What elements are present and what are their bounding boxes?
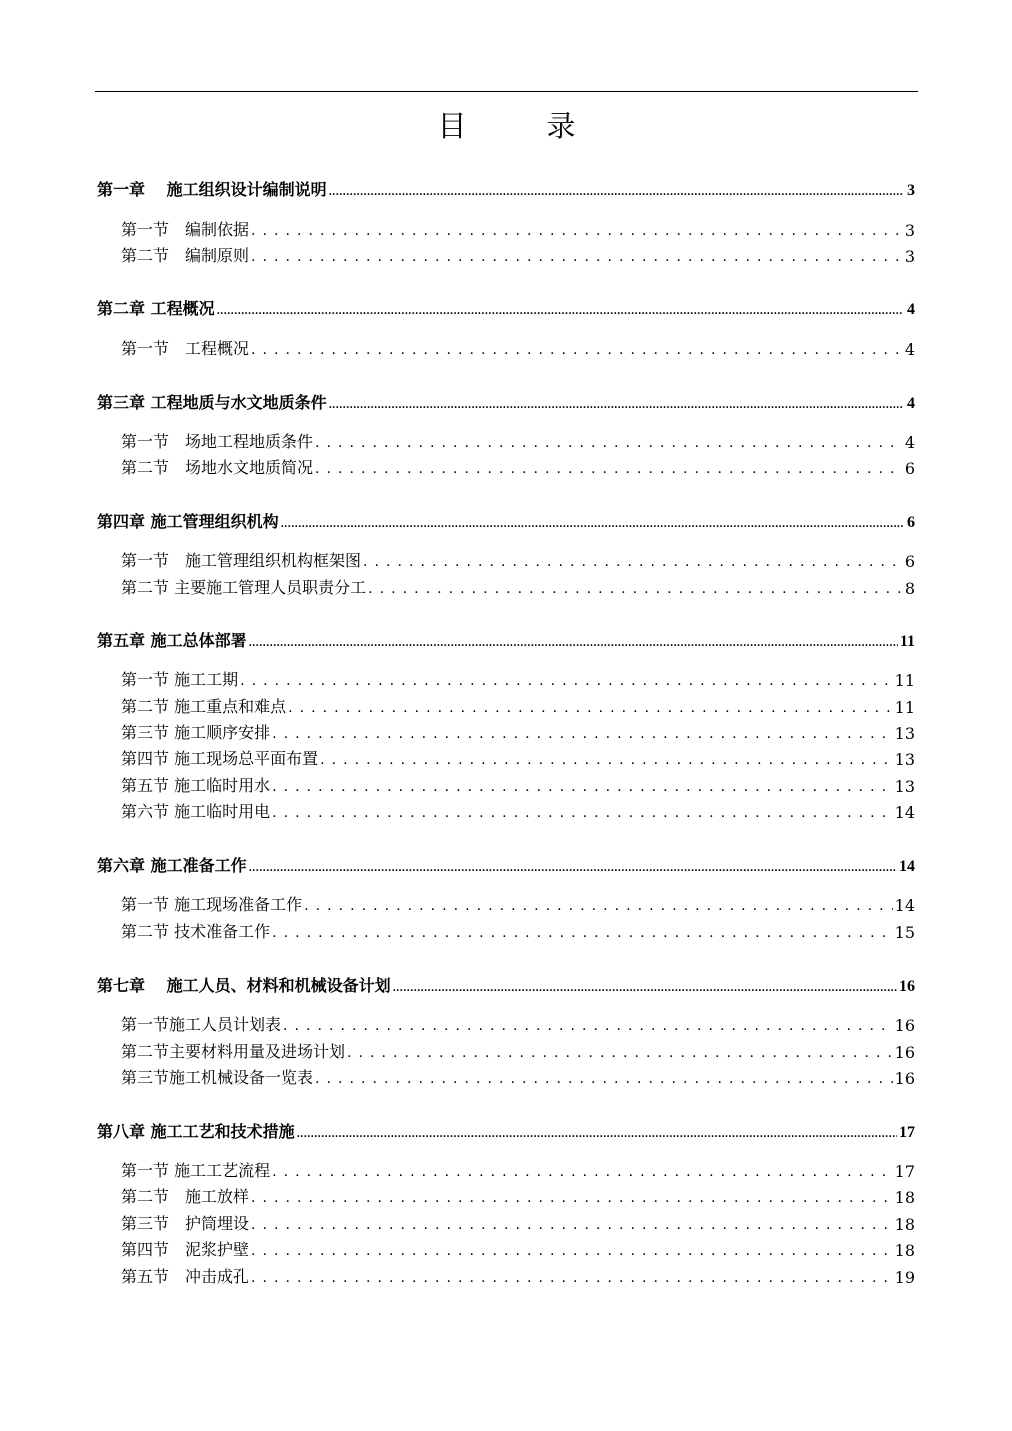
toc-entry-label: 第二节 技术准备工作 — [121, 922, 271, 941]
dot-leader — [368, 582, 903, 598]
toc-page-number: 13 — [894, 777, 915, 796]
toc-entry-label: 第七章 施工人员、材料和机械设备计划 — [97, 976, 391, 995]
toc-section-entry[interactable] — [121, 430, 915, 452]
dot-leader — [251, 1218, 893, 1234]
toc-page-number: 18 — [894, 1215, 915, 1234]
toc-page-number: 11 — [899, 633, 915, 650]
toc-entry-label: 第八章 施工工艺和技术措施 — [97, 1122, 295, 1141]
toc-entry-label: 第一节 场地工程地质条件 — [121, 432, 314, 451]
dot-leader — [217, 303, 903, 319]
toc-chapter-entry[interactable] — [97, 854, 915, 876]
toc-page-number: 15 — [894, 923, 915, 942]
toc-page-number: 16 — [894, 1043, 915, 1062]
toc-entry-label: 第二章 工程概况 — [97, 299, 215, 318]
toc-entry-label: 第一章 施工组织设计编制说明 — [97, 180, 327, 199]
toc-entry-label: 第五章 施工总体部署 — [97, 631, 247, 650]
toc-entry-label: 第五节 施工临时用水 — [121, 776, 271, 795]
toc-page-number: 14 — [894, 803, 915, 822]
toc-entry-label: 第三节 施工顺序安排 — [121, 723, 271, 742]
dot-leader — [272, 780, 893, 796]
toc-page-number: 16 — [894, 1016, 915, 1035]
toc-page-number: 4 — [904, 340, 915, 359]
toc-section-entry[interactable] — [121, 668, 915, 690]
dot-leader — [329, 397, 903, 413]
toc-section-entry[interactable] — [121, 721, 915, 743]
toc-page-number: 16 — [899, 978, 915, 995]
dot-leader — [315, 1072, 893, 1088]
toc-page-number: 6 — [904, 552, 915, 571]
dot-leader — [272, 1165, 893, 1181]
toc-section-entry[interactable] — [121, 1265, 915, 1287]
toc-page-number: 17 — [894, 1162, 915, 1181]
toc-section-entry[interactable] — [121, 1066, 915, 1088]
toc-page-number: 11 — [894, 698, 915, 717]
toc-section-entry[interactable] — [121, 893, 915, 915]
toc-page-number: 18 — [894, 1241, 915, 1260]
toc-page-number: 11 — [894, 671, 915, 690]
toc-section-entry[interactable] — [121, 1212, 915, 1234]
toc-entry-label: 第三节施工机械设备一览表 — [121, 1068, 314, 1087]
toc-page-number: 4 — [904, 433, 915, 452]
toc-section-entry[interactable] — [121, 920, 915, 942]
toc-entry-label: 第四章 施工管理组织机构 — [97, 512, 279, 531]
toc-chapter-entry[interactable] — [97, 391, 915, 413]
toc-entry-label: 第一节 施工管理组织机构框架图 — [121, 551, 362, 570]
toc-section-entry[interactable] — [121, 549, 915, 571]
toc-section-entry[interactable] — [121, 1185, 915, 1207]
dot-leader — [288, 701, 893, 717]
toc-entry-label: 第二节 场地水文地质简况 — [121, 458, 314, 477]
toc-page-number: 14 — [899, 858, 915, 875]
toc-entry-label: 第三节 护筒埋设 — [121, 1214, 250, 1233]
toc-page-number: 3 — [904, 221, 915, 240]
dot-leader — [329, 184, 903, 200]
toc-chapter-entry[interactable] — [97, 297, 915, 319]
toc-page-number: 18 — [894, 1188, 915, 1207]
toc-entry-label: 第四节 泥浆护壁 — [121, 1240, 250, 1259]
toc-section-entry[interactable] — [121, 774, 915, 796]
toc-section-entry[interactable] — [121, 337, 915, 359]
toc-page-number: 3 — [904, 247, 915, 266]
toc-entry-label: 第二节 主要施工管理人员职责分工 — [121, 578, 367, 597]
dot-leader — [251, 1244, 893, 1260]
toc-entry-label: 第二节 编制原则 — [121, 246, 250, 265]
toc-entry-label: 第二节主要材料用量及进场计划 — [121, 1042, 346, 1061]
dot-leader — [249, 635, 898, 651]
dot-leader — [251, 1271, 893, 1287]
toc-section-entry[interactable] — [121, 218, 915, 240]
dot-leader — [347, 1046, 893, 1062]
toc-page-number: 16 — [894, 1069, 915, 1088]
toc-section-entry[interactable] — [121, 747, 915, 769]
toc-entry-label: 第一节施工人员计划表 — [121, 1015, 282, 1034]
title-char-left: 目 — [437, 109, 467, 143]
toc-entry-label: 第四节 施工现场总平面布置 — [121, 749, 319, 768]
toc-page-number: 3 — [907, 182, 915, 199]
toc-entry-label: 第一节 施工工期 — [121, 670, 239, 689]
toc-page-number: 17 — [899, 1124, 915, 1141]
toc-page-number: 14 — [894, 896, 915, 915]
dot-leader — [240, 674, 893, 690]
toc-entry-label: 第一节 编制依据 — [121, 220, 250, 239]
toc-entry-label: 第二节 施工放样 — [121, 1187, 250, 1206]
toc-chapter-entry[interactable] — [97, 1120, 915, 1142]
dot-leader — [297, 1126, 897, 1142]
title-char-right: 录 — [546, 109, 576, 143]
toc-section-entry[interactable] — [121, 1238, 915, 1260]
dot-leader — [363, 555, 903, 571]
dot-leader — [283, 1019, 893, 1035]
dot-leader — [272, 727, 893, 743]
dot-leader — [251, 343, 903, 359]
toc-page-number: 13 — [894, 750, 915, 769]
toc-chapter-entry[interactable] — [97, 510, 915, 532]
toc-page-number: 19 — [894, 1268, 915, 1287]
dot-leader — [249, 860, 897, 876]
toc-section-entry[interactable] — [121, 1159, 915, 1181]
toc-section-entry[interactable] — [121, 1013, 915, 1035]
toc-entry-label: 第五节 冲击成孔 — [121, 1267, 250, 1286]
dot-leader — [315, 436, 903, 452]
dot-leader — [320, 753, 893, 769]
header-rule — [95, 91, 918, 92]
dot-leader — [393, 980, 897, 996]
toc-entry-label: 第六章 施工准备工作 — [97, 856, 247, 875]
toc-entry-label: 第一节 工程概况 — [121, 339, 250, 358]
toc-page-number: 13 — [894, 724, 915, 743]
toc-section-entry[interactable] — [121, 1040, 915, 1062]
toc-section-entry[interactable] — [121, 456, 915, 478]
toc-entry-label: 第一节 施工工艺流程 — [121, 1161, 271, 1180]
toc-section-entry[interactable] — [121, 244, 915, 266]
toc-page-number: 6 — [907, 514, 915, 531]
toc-chapter-entry[interactable] — [97, 629, 915, 651]
toc-page-number: 8 — [904, 579, 915, 598]
toc-section-entry[interactable] — [121, 800, 915, 822]
dot-leader — [272, 926, 893, 942]
toc-chapter-entry[interactable] — [97, 178, 915, 200]
dot-leader — [304, 899, 893, 915]
dot-leader — [251, 250, 903, 266]
toc-page-number: 4 — [907, 301, 915, 318]
dot-leader — [272, 806, 893, 822]
dot-leader — [251, 224, 903, 240]
toc-section-entry[interactable] — [121, 576, 915, 598]
toc-chapter-entry[interactable] — [97, 974, 915, 996]
page-title — [95, 104, 918, 144]
toc-page-number: 6 — [904, 459, 915, 478]
toc-entry-label: 第六节 施工临时用电 — [121, 802, 271, 821]
toc-entry-label: 第三章 工程地质与水文地质条件 — [97, 393, 327, 412]
dot-leader — [315, 462, 903, 478]
dot-leader — [251, 1191, 893, 1207]
toc-page-number: 4 — [907, 395, 915, 412]
toc-section-entry[interactable] — [121, 695, 915, 717]
dot-leader — [281, 516, 903, 532]
toc-entry-label: 第一节 施工现场准备工作 — [121, 895, 303, 914]
toc-entry-label: 第二节 施工重点和难点 — [121, 697, 287, 716]
